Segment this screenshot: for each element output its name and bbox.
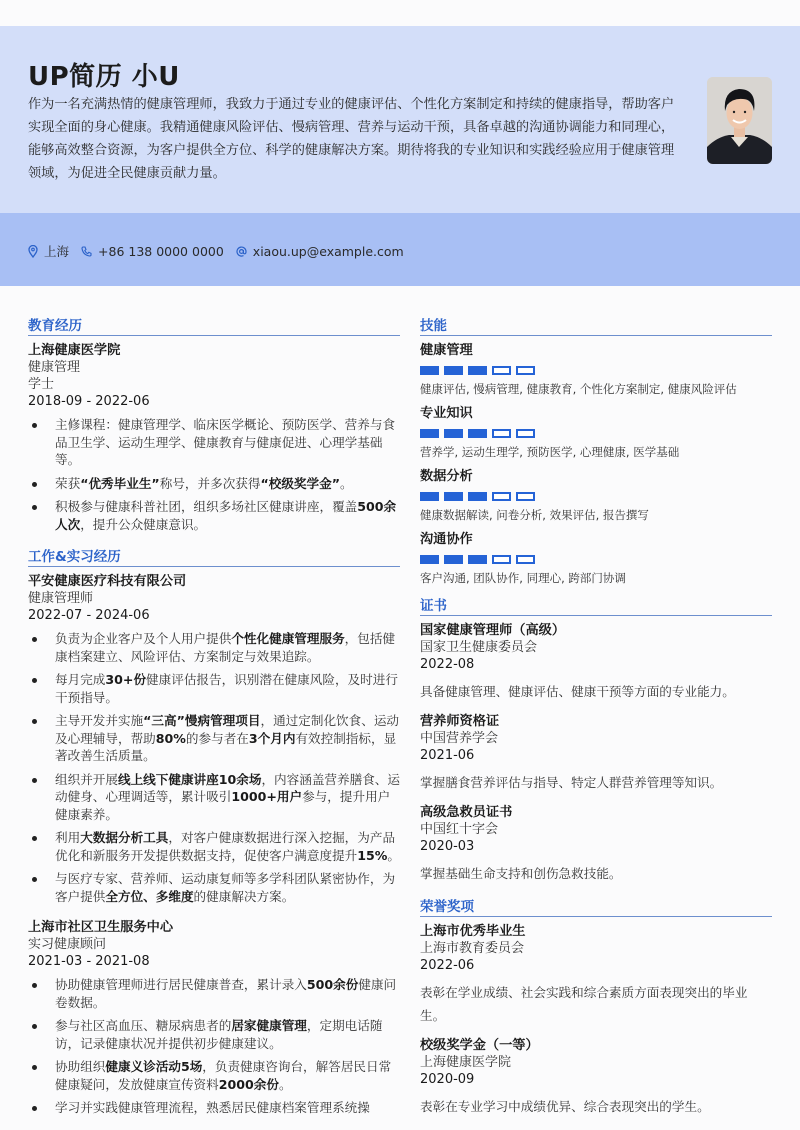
top-margin [0, 0, 800, 26]
bullet-item: 协助健康管理师进行居民健康普查，累计录入500余份健康问卷数据。 [28, 976, 400, 1011]
work-entry [28, 919, 400, 1117]
skill-item [420, 531, 772, 586]
candidate-name: UP简历 小U [28, 62, 180, 92]
skill-level-bar [492, 555, 511, 564]
skill-rating [420, 492, 772, 501]
work-entry [28, 573, 400, 905]
work-bullets [28, 630, 400, 905]
bullet-item: 主修课程：健康管理学、临床医学概论、预防医学、营养与食品卫生学、运动生理学、健康教育与健康促进、心理学基础等。 [28, 416, 400, 469]
skill-rating [420, 555, 772, 564]
email-text: xiaou.up@example.com [252, 243, 404, 259]
skill-level-bar [516, 366, 535, 375]
skill-level-bar [516, 555, 535, 564]
right-column [420, 314, 772, 1128]
section-title-education: 教育经历 [28, 314, 400, 336]
award-name: 校级奖学金（一等） [420, 1038, 539, 1053]
skill-level-bar [444, 555, 463, 564]
award-date: 2022-06 [420, 958, 475, 973]
certificate-date: 2022-08 [420, 657, 475, 672]
awards-list [420, 923, 772, 1118]
work-date: 2021-03 - 2021-08 [28, 954, 150, 969]
skill-name: 专业知识 [420, 406, 473, 421]
job-role: 实习健康顾问 [28, 937, 107, 952]
location-text: 上海 [44, 244, 70, 259]
skill-keywords: 客户沟通, 团队协作, 同理心, 跨部门协调 [420, 571, 626, 585]
education-entry [28, 342, 400, 533]
skill-level-bar [444, 492, 463, 501]
award-issuer: 上海市教育委员会 [420, 941, 525, 956]
skill-keywords: 健康数据解读, 问卷分析, 效果评估, 报告撰写 [420, 508, 649, 522]
education-bullets [28, 416, 400, 533]
skills-section [420, 314, 772, 586]
bullet-item: 组织并开展线上线下健康讲座10余场，内容涵盖营养膳食、运动健身、心理调适等，累计吸引1000+用户参与，提升用户健康素养。 [28, 771, 400, 824]
skill-level-bar [420, 492, 439, 501]
skill-level-bar [468, 429, 487, 438]
skill-level-bar [420, 555, 439, 564]
work-section [28, 545, 400, 1117]
bullet-item: 协助组织健康义诊活动5场，负责健康咨询台，解答居民日常健康疑问，发放健康宣传资料2000余份。 [28, 1058, 400, 1093]
skill-name: 健康管理 [420, 343, 473, 358]
major: 健康管理 [28, 360, 81, 375]
skill-rating [420, 366, 772, 375]
skill-keywords: 健康评估, 慢病管理, 健康教育, 个性化方案制定, 健康风险评估 [420, 382, 737, 396]
section-title-certificates: 证书 [420, 594, 772, 616]
skill-level-bar [468, 555, 487, 564]
awards-section [420, 895, 772, 1118]
job-role: 健康管理师 [28, 591, 94, 606]
skill-level-bar [420, 429, 439, 438]
certificate [420, 804, 772, 885]
certificates-list [420, 622, 772, 885]
certificate-issuer: 中国红十字会 [420, 822, 499, 837]
skill-keywords: 营养学, 运动生理学, 预防医学, 心理健康, 医学基础 [420, 445, 680, 459]
degree: 学士 [28, 377, 55, 392]
skill-item [420, 342, 772, 397]
bullet-item: 负责为企业客户及个人用户提供个性化健康管理服务，包括健康档案建立、风险评估、方案制定与效果追踪。 [28, 630, 400, 665]
certificate-issuer: 中国营养学会 [420, 731, 499, 746]
person-photo-icon [707, 77, 772, 164]
award-description: 表彰在专业学习中成绩优异、综合表现突出的学生。 [420, 1099, 710, 1114]
certificate [420, 713, 772, 794]
bullet-item: 利用大数据分析工具，对客户健康数据进行深入挖掘，为产品优化和新服务开发提供数据支持，促使客户满意度提升15%。 [28, 829, 400, 864]
certificate-description: 掌握基础生命支持和创伤急救技能。 [420, 866, 622, 881]
skill-item [420, 468, 772, 523]
award-date: 2020-09 [420, 1072, 475, 1087]
skill-name: 数据分析 [420, 469, 473, 484]
skill-item [420, 405, 772, 460]
company-name: 平安健康医疗科技有限公司 [28, 574, 187, 589]
bullet-item: 参与社区高血压、糖尿病患者的居家健康管理，定期电话随访，记录健康状况并提供初步健康建议。 [28, 1017, 400, 1052]
award [420, 923, 772, 1027]
work-date: 2022-07 - 2024-06 [28, 608, 150, 623]
certificate-issuer: 国家卫生健康委员会 [420, 640, 538, 655]
bullet-item: 主导开发并实施“三高”慢病管理项目，通过定制化饮食、运动及心理辅导，帮助80%的参与者在3个月内有效控制指标，显著改善生活质量。 [28, 712, 400, 765]
certificate-name: 营养师资格证 [420, 714, 500, 729]
certificate [420, 622, 772, 703]
section-title-skills: 技能 [420, 314, 772, 336]
skill-level-bar [444, 366, 463, 375]
skill-name: 沟通协作 [420, 532, 473, 547]
award-issuer: 上海健康医学院 [420, 1055, 512, 1070]
left-column [28, 314, 400, 1123]
skill-level-bar [492, 429, 511, 438]
skill-rating [420, 429, 772, 438]
bullet-item: 与医疗专家、营养师、运动康复师等多学科团队紧密协作，为客户提供全方位、多维度的健康解决方案。 [28, 870, 400, 905]
certificate-name: 高级急救员证书 [420, 805, 513, 820]
avatar-photo [707, 77, 772, 164]
at-sign-icon [236, 246, 247, 257]
contact-email[interactable] [236, 244, 404, 259]
skill-level-bar [468, 492, 487, 501]
skill-level-bar [492, 366, 511, 375]
skill-level-bar [420, 366, 439, 375]
skill-level-bar [444, 429, 463, 438]
award-description: 表彰在学业成绩、社会实践和综合素质方面表现突出的毕业生。 [420, 985, 748, 1023]
certificate-description: 具备健康管理、健康评估、健康干预等方面的专业能力。 [420, 684, 735, 699]
bullet-item: 积极参与健康科普社团，组织多场社区健康讲座，覆盖500余人次，提升公众健康意识。 [28, 498, 400, 533]
award [420, 1037, 772, 1118]
contact-location [28, 242, 69, 260]
phone-text: +86 138 0000 0000 [98, 243, 224, 259]
certificate-date: 2020-03 [420, 839, 475, 854]
section-title-work: 工作&实习经历 [28, 545, 400, 567]
section-title-awards: 荣誉奖项 [420, 895, 772, 917]
company-name: 上海市社区卫生服务中心 [28, 920, 174, 935]
award-name: 上海市优秀毕业生 [420, 924, 526, 939]
skill-level-bar [492, 492, 511, 501]
certificate-description: 掌握膳食营养评估与指导、特定人群营养管理等知识。 [420, 775, 723, 790]
contact-bar [0, 213, 800, 286]
school-name: 上海健康医学院 [28, 343, 121, 358]
bullet-item: 每月完成30+份健康评估报告，识别潜在健康风险，及时进行干预指导。 [28, 671, 400, 706]
skills-list [420, 342, 772, 586]
profile-summary: 作为一名充满热情的健康管理师，我致力于通过专业的健康评估、个性化方案制定和持续的健康指导，帮助客户实现全面的身心健康。我精通健康风险评估、慢病管理、营养与运动干预，具备卓越的沟通协调能力和同理心，能够高效整合资源，为客户提供全方位、科学的健康解决方案。期待将我的专业知识和实践经验应用于健康管理领域，为促进全民健康贡献力量。 [28, 97, 675, 181]
certificate-name: 国家健康管理师（高级） [420, 623, 566, 638]
bullet-item: 荣获“优秀毕业生”称号，并多次获得“校级奖学金”。 [28, 475, 400, 493]
education-date: 2018-09 - 2022-06 [28, 394, 150, 409]
skill-level-bar [516, 429, 535, 438]
skill-level-bar [468, 366, 487, 375]
bullet-item: 学习并实践健康管理流程，熟悉居民健康档案管理系统操 [28, 1099, 400, 1117]
education-section [28, 314, 400, 533]
certificate-date: 2021-06 [420, 748, 475, 763]
skill-level-bar [516, 492, 535, 501]
certificates-section [420, 594, 772, 885]
work-bullets [28, 976, 400, 1117]
location-pin-icon [28, 245, 38, 258]
phone-icon [81, 246, 92, 257]
contact-phone[interactable] [81, 244, 224, 259]
resume-header [0, 26, 800, 213]
